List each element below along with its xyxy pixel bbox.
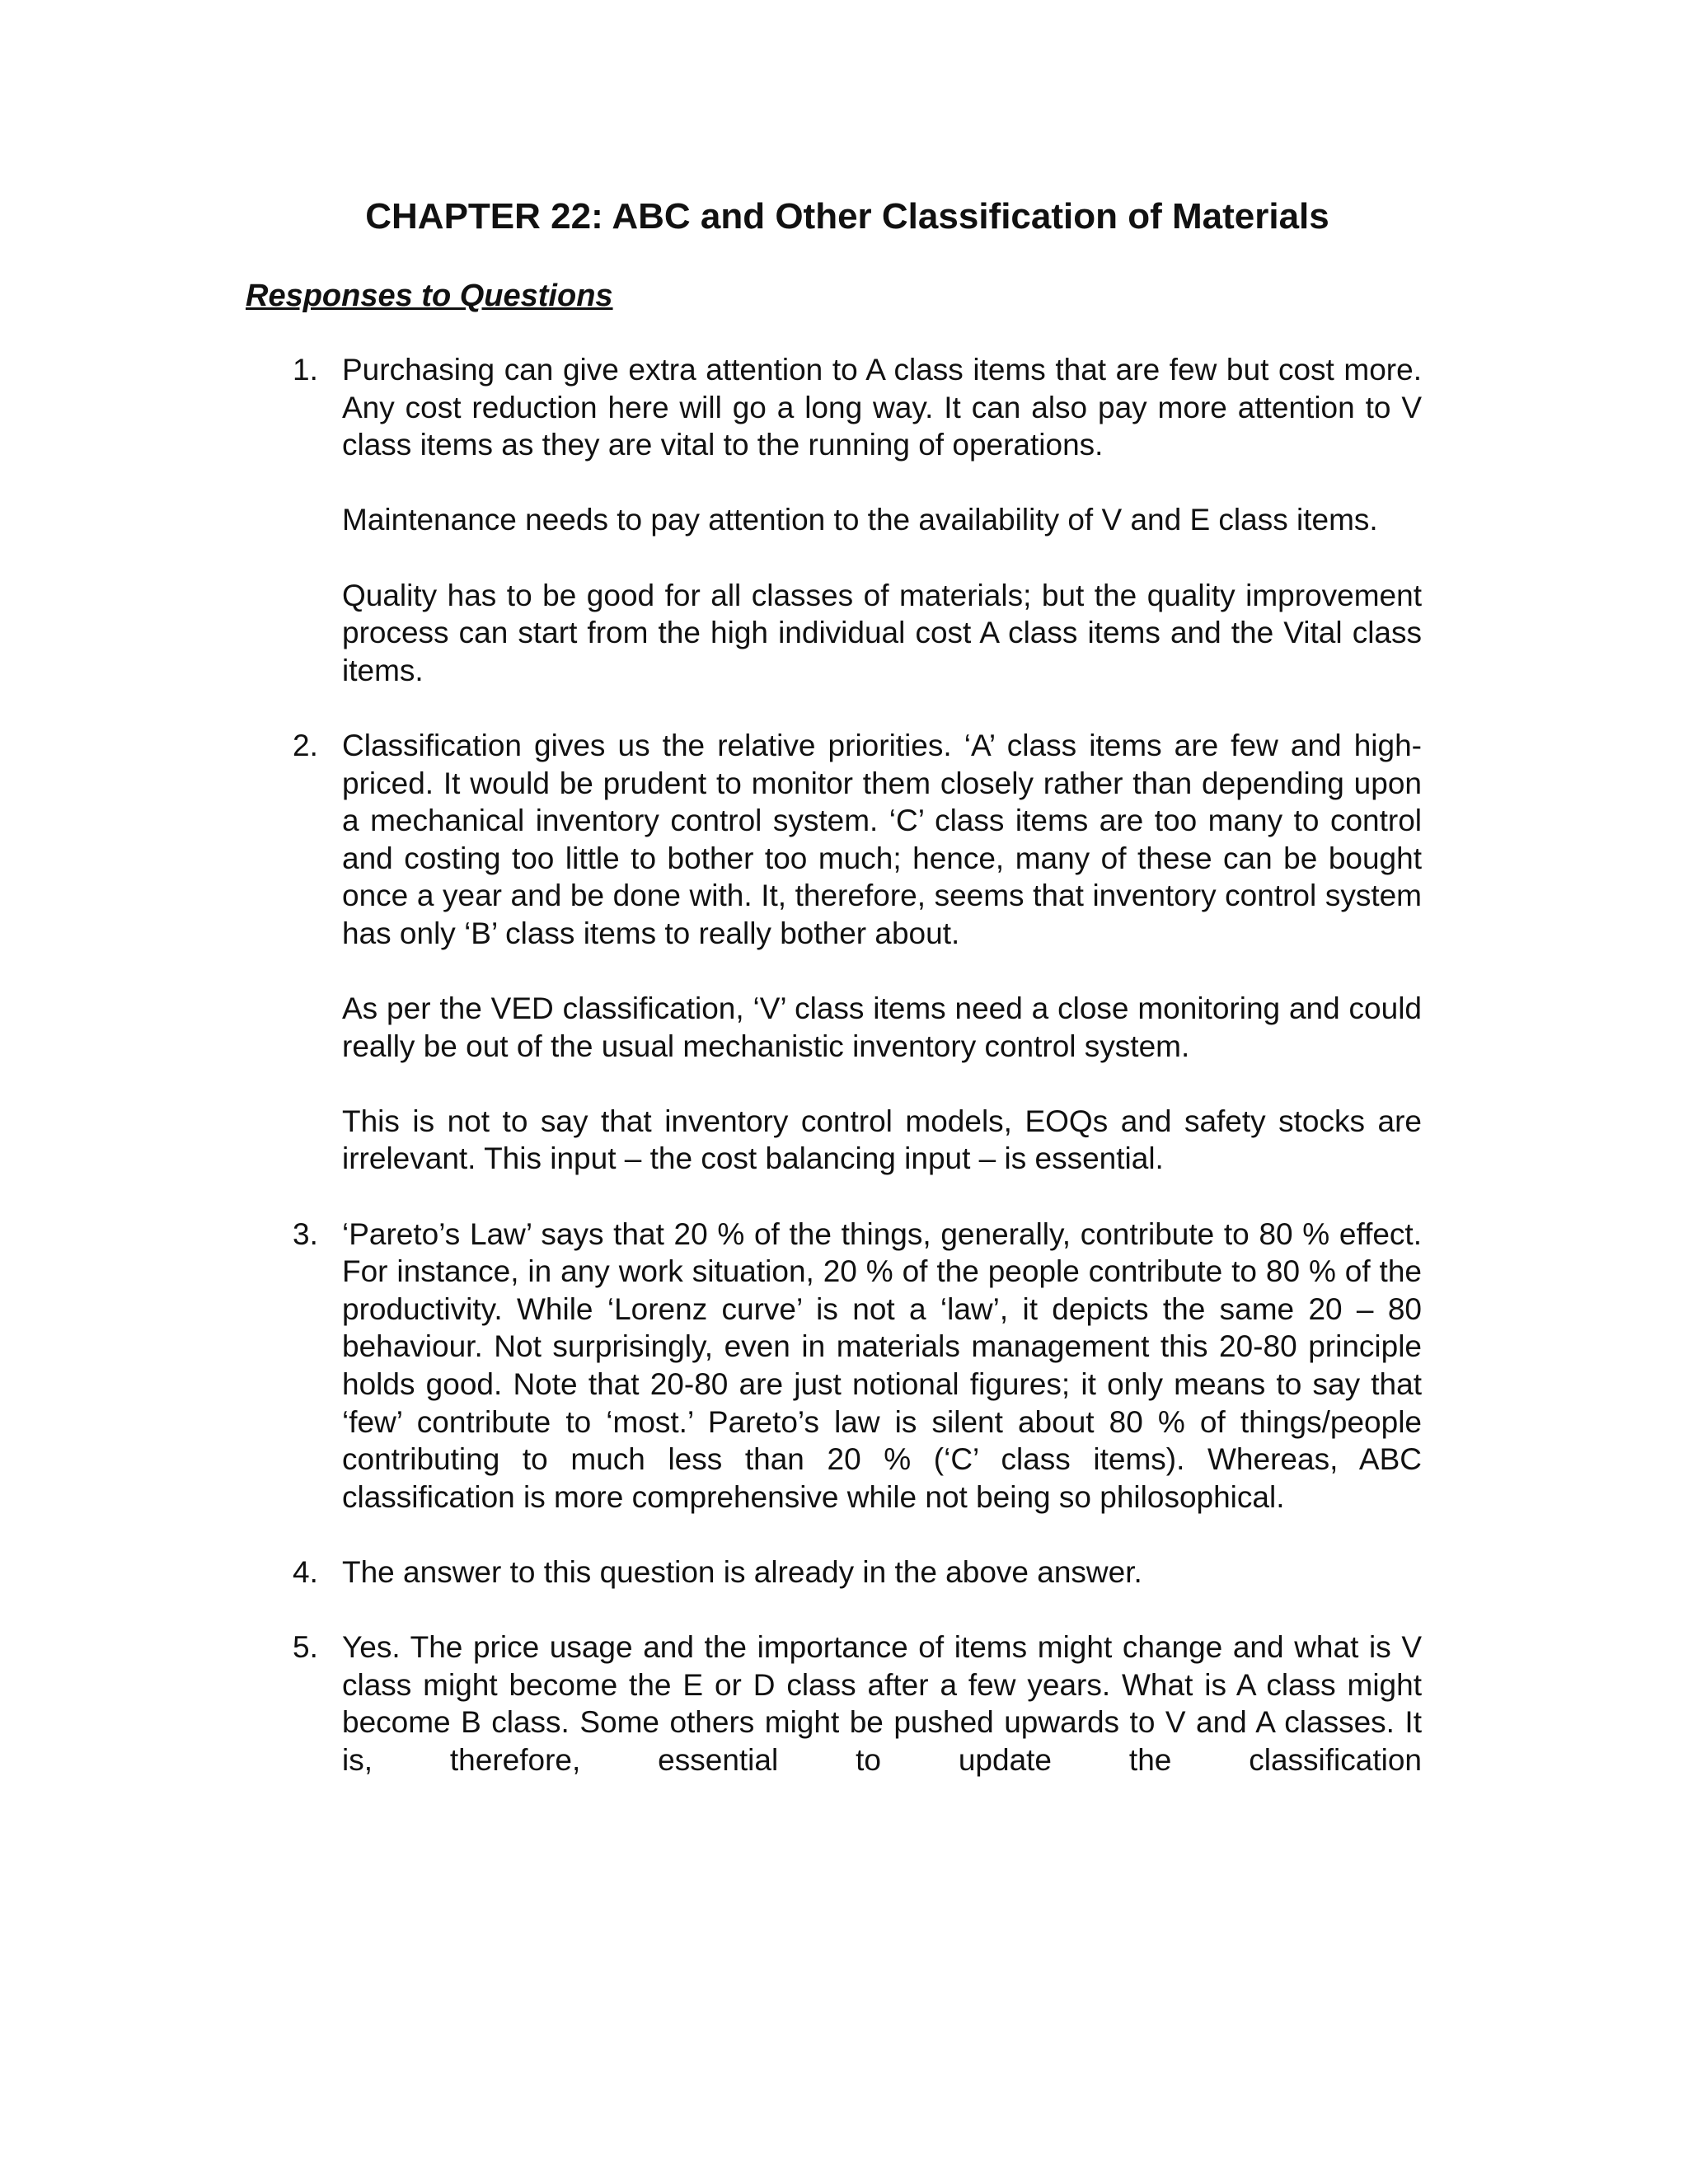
answer-item-4	[293, 1554, 1422, 1591]
answer-paragraph: This is not to say that inventory control models, EOQs and safety stocks are irrelevant. This input – the cost balancing input – is essential.	[342, 1104, 1422, 1176]
answer-number: 5.	[293, 1630, 318, 1665]
answer-paragraph: Purchasing can give extra attention to A class items that are few but cost more. Any cost reduction here will go a long way. It can also pay more attention to V class items as they are vital to the running of operations.	[342, 353, 1422, 462]
answer-number: 2.	[293, 728, 318, 762]
answer-paragraph: Quality has to be good for all classes of materials; but the quality improvement process can start from the high individual cost A class items and the Vital class items.	[342, 578, 1422, 687]
answer-paragraph: Maintenance needs to pay attention to the availability of V and E class items.	[342, 503, 1378, 537]
answer-number: 3.	[293, 1216, 318, 1251]
answer-item-3	[293, 1216, 1422, 1516]
answers-list	[293, 351, 1422, 1816]
answer-paragraph: Yes. The price usage and the importance of items might change and what is V class might become the E or D class after a few years. What is A class might become B class. Some others might be pushed upwards to V and A classes. It is, therefore, essential to update the classification	[342, 1630, 1422, 1777]
answer-item-5	[293, 1629, 1422, 1779]
answer-number: 4.	[293, 1555, 318, 1589]
answer-item-1	[293, 351, 1422, 689]
answer-paragraph: The answer to this question is already in the above answer.	[342, 1555, 1142, 1589]
chapter-title: CHAPTER 22: ABC and Other Classification of Materials	[365, 196, 1329, 237]
answer-paragraph: ‘Pareto’s Law’ says that 20 % of the things, generally, contribute to 80 % effect. For instance, in any work situation, 20 % of the people contribute to 80 % of the productivity. While ‘Lorenz curve’ is not a ‘law’, it depicts the same 20 – 80 behaviour. Not surprisingly, even in materials management this 20-80 principle holds good. Note that 20-80 are just notional figures; it only means to say that ‘few’ contribute to ‘most.’ Pareto’s law is silent about 80 % of things/people contributing to much less than 20 % (‘C’ class items). Whereas, ABC classification is more comprehensive while not being so philosophical.	[342, 1216, 1422, 1514]
answer-number: 1.	[293, 353, 318, 387]
answer-paragraph: As per the VED classification, ‘V’ class items need a close monitoring and could really be out of the usual mechanistic inventory control system.	[342, 991, 1422, 1063]
answer-item-2	[293, 727, 1422, 1178]
answer-paragraph: Classification gives us the relative priorities. ‘A’ class items are few and high-priced. It would be prudent to monitor them closely rather than depending upon a mechanical inventory control system. ‘C’ class items are too many to control and costing too little to bother too much; hence, many of these can be bought once a year and be done with. It, therefore, seems that inventory control system has only ‘B’ class items to really bother about.	[342, 728, 1422, 950]
section-heading: Responses to Questions	[246, 279, 613, 313]
